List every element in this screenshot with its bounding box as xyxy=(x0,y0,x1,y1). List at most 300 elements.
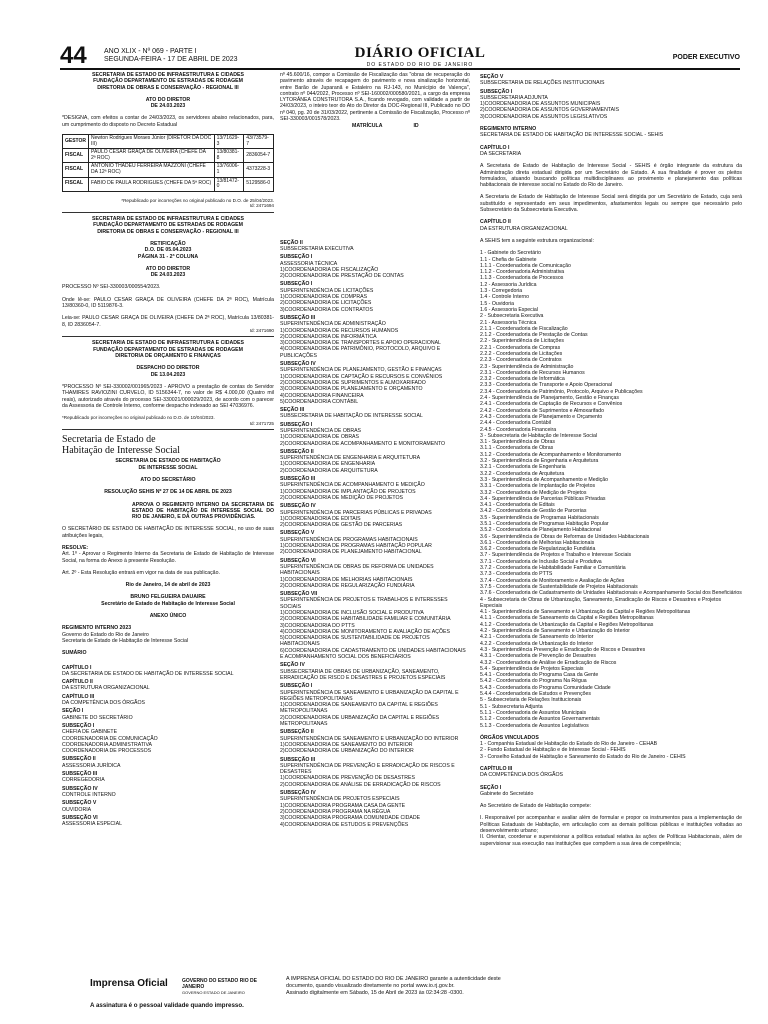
org-line: DIRETORIA DE OBRAS E CONSERVAÇÃO - REGIONAL III xyxy=(97,84,239,91)
list-item: 1)COORDENADORIA DE SANEAMENTO DA CAPITAL E REGIÕES METROPOLITANAS xyxy=(280,702,438,715)
list-item: 3 - Subsecretaria de Habitação de Interesse Social xyxy=(480,432,598,439)
list-item: SUBSEÇÃO V xyxy=(280,530,315,537)
list-item: SUPERINTENDÊNCIA DE OBRAS DE REFORMA DE UNIDADES HABITACIONAIS xyxy=(280,563,434,577)
regiment-line: Governo do Estado do Rio de Janeiro xyxy=(62,631,149,638)
paragraph: A SEHIS tem a seguinte estrutura organizacional: xyxy=(480,237,594,244)
table-cell: 13/76006-1 xyxy=(214,163,244,177)
masthead xyxy=(330,45,510,68)
list-item: 5.1.1 - Coordenadoria de Assuntos Municipais xyxy=(480,709,587,716)
list-item: 2)COORDENADORIA DE PRESTAÇÃO DE CONTAS xyxy=(280,273,404,280)
list-item: 5.1 - Subsecretaria Adjunta xyxy=(480,703,543,710)
linked-bodies-list xyxy=(480,741,742,760)
list-item: DA COMPETÊNCIA DOS ÓRGÃOS xyxy=(62,700,146,707)
list-item: 3.7.1 - Coordenadoria de Inclusão Social e Produtiva xyxy=(480,558,602,565)
authenticity-note xyxy=(286,976,606,997)
list-item: SUPERINTENDÊNCIA DE PREVENÇÃO E ERRADICAÇÃO DE RISCOS E DESASTRES xyxy=(280,762,455,776)
list-item: 1)COORDENADORIA DE PREVENÇÃO DE DESASTRES xyxy=(280,775,415,782)
retification-page: PÁGINA 31 - 2ª COLUNA xyxy=(137,253,199,260)
list-item: 3.6 - Superintendência de Obras de Reformas de Unidades Habitacionais xyxy=(480,533,650,540)
list-item: 2.2.3 - Coordenadoria de Contratos xyxy=(480,357,562,364)
list-item: 3.5.1 - Coordenadoria de Programas Habitação Popular xyxy=(480,521,609,527)
section-name: Gabinete do Secretário xyxy=(480,790,534,797)
where-reads: Onde lê-se: PAULO CESAR GRAÇA DE OLIVEIRA (CHEFE DA 2ª ROC), Matrícula 13/80360-0, ID 5119876-3. xyxy=(62,296,274,309)
list-item: 2.1.2 - Coordenadoria de Prestação de Contas xyxy=(480,332,588,339)
dispatch-date: DE 13.04.2023 xyxy=(150,371,186,378)
list-item: 2)COORDENADORIA DE LICITAÇÕES xyxy=(280,300,372,307)
list-item: 5.4 - Superintendência de Projetos Especiais xyxy=(480,665,584,672)
list-item: 3.6.2 - Coordenadoria de Regularização Fundiária xyxy=(480,546,596,553)
list-item: SUBSEÇÃO IV xyxy=(280,790,316,797)
list-item: CAPÍTULO II xyxy=(62,679,93,686)
gov-sub: GOVERNO ESTADO DE JANEIRO xyxy=(182,990,245,995)
org-structure-list xyxy=(480,250,742,729)
act-title: ATO DO DIRETOR xyxy=(145,265,191,272)
list-item: 3.2.1 - Coordenadoria de Engenharia xyxy=(480,464,566,471)
list-item: 2)COORDENADORIA DE REGULARIZAÇÃO FUNDIÁRIA xyxy=(280,582,415,589)
list-item: DA SECRETARIA DE ESTADO DE HABITAÇÃO DE INTERESSE SOCIAL xyxy=(62,670,234,677)
resolve-heading: RESOLVE: xyxy=(62,545,89,551)
org-line: DE INTERESSE SOCIAL xyxy=(138,464,198,471)
list-item: 1)COORDENADORIA DE ENGENHARIA xyxy=(280,461,376,468)
list-item: 5.1.2 - Coordenadoria de Assuntos Governamentais xyxy=(480,716,600,723)
list-item: 3)COORDENADORIA DE ASSUNTOS LEGISLATIVOS xyxy=(480,113,608,120)
government-logo xyxy=(182,978,272,996)
list-item: 2.4.2 - Coordenadoria de Suprimentos e Almoxarifado xyxy=(480,407,604,414)
paragraph: II. Orientar, coordenar e supervisionar a política estadual relativa às ações de Políticas Habitacionais, além de supervisionar sua execução nas instituições que compõem a sua área de competência; xyxy=(480,834,742,847)
list-item: 5)COORDENADORIA DE SUSTENTABILIDADE DE PROJETOS HABITACIONAIS xyxy=(280,635,430,648)
list-item: SUBSEÇÃO III xyxy=(280,314,316,321)
list-item: CAPÍTULO I xyxy=(62,664,92,671)
list-item: 3.7.5 - Coordenadoria de Sustentabilidade de Projetos Habitacionais xyxy=(480,583,638,590)
list-item: CAPÍTULO III xyxy=(62,693,95,700)
republished-note: *Republicado por incorreções no original publicado no D.O. de 10/04/2023. xyxy=(62,415,215,421)
signer-name: BRUNO FELGUEIRA DAUAIRE xyxy=(130,594,206,601)
resolution-title: RESOLUÇÃO SEHIS Nº 27 DE 14 DE ABRIL DE 2023 xyxy=(104,489,232,496)
regiment-line: Secretaria de Estado de Habitação de Interesse Social xyxy=(62,637,189,644)
list-item: 3.3.2 - Coordenadoria de Medição de Projetos xyxy=(480,489,587,496)
list-item: CORREGEDORIA xyxy=(62,777,105,784)
paragraph: A Secretaria de Estado de Habitação de Interesse Social será dirigida por um Secretário de Estado, cuja será substituído e representado em seus impedimentos, afastamentos legais ou sempre que necessário pelo Subsecretário da Subsecretaria Executiva. xyxy=(480,194,742,214)
dispatch-title: DESPACHO DO DIRETOR xyxy=(136,365,200,372)
list-item: 2.4.5 - Coordenadoria Financeira xyxy=(480,426,557,433)
act-date: DE 24.03.2023 xyxy=(150,272,186,279)
list-item: 2.4.3 - Coordenadoria de Planejamento e Orçamento xyxy=(480,413,603,420)
place-date: Rio de Janeiro, 14 de abril de 2023 xyxy=(125,582,211,589)
list-item: 4 - Subsecretaria de Obras de Urbanização, Saneamento, Erradicação de Riscos e Desastres e Projetos Especiais xyxy=(480,596,722,609)
list-item: SUPERINTENDÊNCIA DE PROJETOS E TRABALHOS E INTERESSES SOCIAIS xyxy=(280,597,448,610)
republished-note: *Republicado por incorreções no original publicado no D.O. de 25/04/2023. xyxy=(121,197,274,203)
list-item: 2.3.4 - Coordenadoria de Patrimônio, Protocolo, Arquivo e Publicações xyxy=(480,388,643,395)
list-item: 3.3 - Superintendência de Acompanhamento e Medição xyxy=(480,476,609,483)
list-item: SEÇÃO I xyxy=(62,708,84,715)
list-item: 4.1 - Superintendência de Saneamento e Urbanização da Capital e Regiões Metropolitanas xyxy=(480,609,691,616)
act-text: *DESIGNA, com efeitos a contar de 24/03/2023, os servidores abaixo relacionados, para, um cumprimento do disposto no Decreto Estadual xyxy=(62,115,274,128)
summary-list xyxy=(62,665,274,828)
footer-tagline: A assinatura é o pessoal validade quando impresso. xyxy=(90,1002,244,1009)
list-item: 2)COORDENADORIA DE URBANIZAÇÃO DA CAPITAL E REGIÕES METROPOLITANAS xyxy=(280,714,440,728)
commission-table xyxy=(62,134,274,192)
dispatch-text: *PROCESSO Nº SEI-330002/001965/2023 - APROVO a prestação de contas do Servidor THAMIRES RAVIOZINI CURVELO, ID 5156344-7, no valor de R$ 4.000,00 (Quatro mil reais), autorizado através do processo SEI-330021/000029/2023, de acordo com o parecer da Assessoria de Controle Interno, conforme despacho indexado ao SEI 47036976. xyxy=(62,383,274,409)
section-title: SEÇÃO I xyxy=(480,784,502,791)
list-item: 3.1.1 - Coordenadoria de Obras xyxy=(480,445,554,452)
list-item: 1.1.3 - Coordenadoria de Processos xyxy=(480,275,564,282)
org-line: SECRETARIA DE ESTADO DE HABITAÇÃO xyxy=(115,458,221,465)
table-row xyxy=(63,149,274,163)
list-item: 2.4.1 - Coordenadoria de Captação de Recursos e Convênios xyxy=(480,401,623,408)
list-item: SUPERINTENDÊNCIA DE PROJETOS ESPECIAIS xyxy=(280,796,400,803)
list-item: 2 - Fundo Estadual de Habitação e de Interesse Social - FEHIS xyxy=(480,747,626,754)
list-item: SEÇÃO II xyxy=(280,239,303,246)
list-item: SUBSEÇÃO IV xyxy=(280,361,316,368)
list-item: SUBSEÇÃO II xyxy=(280,729,314,736)
list-item: 1.4 - Controle Interno xyxy=(480,294,530,301)
chapter-name: DA ESTRUTURA ORGANIZACIONAL xyxy=(480,225,568,232)
summary-title: SUMÁRIO xyxy=(62,650,87,657)
table-cell: FISCAL xyxy=(63,149,89,163)
list-item: 3.2.2 - Coordenadoria de Arquitetura xyxy=(480,470,565,477)
list-item: 2.3.2 - Coordenadoria de Informática xyxy=(480,376,565,383)
doc-id: Id: 2471725 xyxy=(249,420,274,426)
list-item: 4.3.1 - Coordenadoria de Prevenção de Desastres xyxy=(480,653,596,660)
table-cell: ANTONIO THADEU FERREIRA MAZZONI (CHEFE DA 12ª ROC) xyxy=(89,163,215,177)
list-item: 3.7.4 - Coordenadoria de Monitoramento e Avaliação de Ações xyxy=(480,577,625,584)
list-item: 2.3.1 - Coordenadoria de Recursos Humanos xyxy=(480,369,585,376)
paragraph: A Secretaria de Estado de Habitação de Interesse Social - SEHIS é órgão integrante da estrutura da Administração direta estadual dirigida por um Secretário de Estado. A sua finalidade é prover os pleitos formulados, atuando buscando políticas multidisciplinares ao provimento e planejamento das políticas habitacionais de interesse social no Estado do Rio de Janeiro. xyxy=(480,163,742,189)
table-cell: 13/81472-0 xyxy=(214,177,244,191)
list-item: 1)COORDENADORIA PROGRAMA CASA DA GENTE xyxy=(280,802,406,809)
list-item: SUBSEÇÃO II xyxy=(62,756,96,763)
list-item: 2.1.1 - Coordenadoria de Fiscalização xyxy=(480,325,568,332)
list-item: COORDENADORIA ADMINISTRATIVA xyxy=(62,741,153,748)
list-item: 3 - Conselho Estadual de Habitação e Saneamento do Estado do Rio de Janeiro - CEHIS xyxy=(480,753,686,760)
list-item: SUPERINTENDÊNCIA DE PARCERIAS PÚBLICAS E PRIVADAS xyxy=(280,509,432,516)
edition-info xyxy=(104,48,238,64)
chapter-name: DA COMPETÊNCIA DOS ÓRGÃOS xyxy=(480,772,564,779)
th-matricula: MATRÍCULA xyxy=(352,123,383,130)
org-line: FUNDAÇÃO DEPARTAMENTO DE ESTRADAS DE RODAGEM xyxy=(93,78,243,85)
list-item: 3.4.2 - Coordenadoria de Gestão de Parcerias xyxy=(480,508,587,515)
list-item: 3)COORDENADORIA DE CONTRATOS xyxy=(280,306,373,313)
list-item: SEÇÃO III xyxy=(280,407,305,414)
list-item: 2.2.1 - Coordenadoria de Compras xyxy=(480,344,561,351)
section-label: PODER EXECUTIVO xyxy=(672,54,740,61)
table-cell: 2836054-7 xyxy=(244,149,274,163)
list-item: 2)COORDENADORIA DE INFORMÁTICA xyxy=(280,333,377,340)
regiment-title: REGIMENTO INTERNO 2023 xyxy=(62,625,132,632)
list-item: 2.3 - Superintendência de Administração xyxy=(480,363,574,370)
list-item: 2)COORDENADORIA DE ANÁLISE DE ERRADICAÇÃO DE RISCOS xyxy=(280,781,441,788)
list-item: 2)COORDENADORIA DE SUPRIMENTOS E ALMOXARIFADO xyxy=(280,379,426,386)
list-item: 1)COORDENADORIA DE IMPLANTAÇÃO DE PROJETOS xyxy=(280,488,416,495)
masthead-title: DIÁRIO OFICIAL xyxy=(354,45,486,61)
should-read: Leia-se: PAULO CESAR GRAÇA DE OLIVEIRA (CHEFE DA 2ª ROC), Matrícula 13/80381-8, ID 2836054-7. xyxy=(62,315,274,328)
continued-text: nº 45.600/16, compor a Comissão de Fiscalização das "obras de recuperação do pavimento através de recapagem do pavimento e nova sinalização horizontal, entre Barão de Juparanã e Estaleiro na RJ-143, no Município de Valença", contrato nº 044/2022, Processo nº SEI-160002/000580/2021, a cargo da empresa LYTORÂNEA CONSTRUTORA S.A., ficando revogado, com validade a partir de 24/03/2023, o inteiro teor do Ato do Diretor da DOC-Regional III, Publicado no DO nº 040, pg. 20 de 31/03/2022, pertinente a Comissão de Fiscalização, Processo nº SEI-330003/001578/2023. xyxy=(280,72,470,123)
act-title: ATO DO SECRETÁRIO xyxy=(140,476,196,483)
list-item: 3)COORDENADORIA DE PLANEJAMENTO E ORÇAMENTO xyxy=(280,386,423,393)
list-item: 4.3.2 - Coordenadoria de Análise de Erradicação de Riscos xyxy=(480,659,617,666)
column-3 xyxy=(480,72,742,847)
list-item: 4.2.1 - Coordenadoria de Saneamento do Interior xyxy=(480,634,594,641)
list-item: 1.5 - Ouvidoria xyxy=(480,300,515,307)
list-item: 5.4.2 - Coordenadoria do Programa Na Régua xyxy=(480,678,587,685)
regiment-subtitle: SECRETARIA DE ESTADO DE HABITAÇÃO DE INTERESSE SOCIAL - SEHIS xyxy=(480,132,664,139)
list-item: 6)COORDENADORIA DE CADASTRAMENTO DE UNIDADES HABITACIONAIS E ACOMPANHAMENTO SOCIAL DOS BENEFICIÁRIOS xyxy=(280,647,466,661)
imprensa-oficial-logo: Imprensa Oficial xyxy=(90,978,168,989)
list-item: 2)COORDENADORIA DE ARQUITETURA xyxy=(280,467,378,474)
th-id: ID xyxy=(413,123,419,130)
table-row xyxy=(63,163,274,177)
list-item: 4.1.1 - Coordenadoria de Saneamento da Capital e Regiões Metropolitanas xyxy=(480,615,654,622)
table-cell: GESTOR xyxy=(63,135,89,149)
list-item: 3)COORDENADORIA DE TRANSPORTES E APOIO OPERACIONAL xyxy=(280,340,441,347)
linked-bodies-title: ÓRGÃOS VINCULADOS xyxy=(480,734,539,741)
list-item: 4)COORDENADORIA DE ESTUDOS E PREVENÇÕES xyxy=(280,821,409,828)
list-item: SUBSECRETARIA DE OBRAS DE URBANIZAÇÃO, SANEAMENTO, ERRADICAÇÃO DE RISCO E DESASTRES E PROJETOS ESPECIAIS xyxy=(280,668,446,681)
list-item: OUVIDORIA xyxy=(62,806,92,813)
org-line: SECRETARIA DE ESTADO DE INFRAESTRUTURA E CIDADES xyxy=(92,340,244,347)
list-item: 2)COORDENADORIA DE ASSUNTOS GOVERNAMENTAIS xyxy=(480,107,620,114)
list-item: SUBSEÇÃO VII xyxy=(280,591,318,598)
list-item: 2.1 - Assessoria Técnica xyxy=(480,319,537,326)
list-item: 2)COORDENADORIA DE GESTÃO DE PARCERIAS xyxy=(280,522,403,529)
list-item: 5.1.3 - Coordenadoria de Assuntos Legislativos xyxy=(480,722,589,729)
table-cell: Newton Rodrigues Moraes Júnior (DIRETOR DA DOC III) xyxy=(89,135,215,149)
table-row xyxy=(63,177,274,191)
list-item: 1)COORDENADORIA DE PROGRAMAS HABITAÇÃO POPULAR xyxy=(280,543,432,550)
gov-brand: GOVERNO DO ESTADO RIO DE JANEIRO xyxy=(182,978,257,990)
list-item: 3.6.1 - Coordenadoria de Melhorias Habitacionais xyxy=(480,539,595,546)
list-item: 2)COORDENADORIA DE PLANEJAMENTO HABITACIONAL xyxy=(280,549,422,556)
list-item: 2.4 - Superintendência de Planejamento, Gestão e Finanças xyxy=(480,395,619,402)
list-item: SUBSECRETARIA DE RELAÇÕES INSTITUCIONAIS xyxy=(480,80,605,87)
table-cell: 5129586-0 xyxy=(244,177,274,191)
paragraph: I. Responsável por acompanhar e avaliar além de formular e propor os instrumentos para a implementação de Políticas Estaduais de Habitação, em articulação com as demais políticas públicas e instituições voltadas ao desenvolvimento urbano; xyxy=(480,815,742,835)
list-item: 4)COORDENADORIA FINANCEIRA xyxy=(280,392,364,399)
list-item: SUPERINTENDÊNCIA DE PROGRAMAS HABITACIONAIS xyxy=(280,536,418,543)
list-item: 4)COORDENADORIA DE PATRIMÔNIO, PROTOCOLO, ARQUIVO E PUBLICAÇÕES xyxy=(280,346,441,359)
structure-list xyxy=(480,74,742,120)
list-item: CONTROLE INTERNO xyxy=(62,791,116,798)
list-item: SUPERINTENDÊNCIA DE PLANEJAMENTO, GESTÃO E FINANÇAS xyxy=(280,367,442,374)
annex-title: ANEXO ÚNICO xyxy=(149,613,187,620)
signer-role: Secretário de Estado de Habitação de Interesse Social xyxy=(101,600,235,607)
list-item: SUPERINTENDÊNCIA DE SANEAMENTO E URBANIZAÇÃO DA CAPITAL E REGIÕES METROPOLITANAS xyxy=(280,689,459,702)
list-item: 3)COORDENADORIA DO PTTS xyxy=(280,622,355,629)
org-line: SECRETARIA DE ESTADO DE INFRAESTRUTURA E CIDADES xyxy=(92,72,244,78)
list-item: 2.4.4 - Coordenadoria Contábil xyxy=(480,420,551,427)
structure-list xyxy=(280,240,470,828)
list-item: 1)COORDENADORIA DE MELHORIAS HABITACIONAIS xyxy=(280,576,413,583)
list-item: 1)COORDENADORIA DE RECURSOS HUMANOS xyxy=(280,327,399,334)
list-item: SUBSECRETARIA DE HABITAÇÃO DE INTERESSE SOCIAL xyxy=(280,413,423,420)
article-1: Art. 1º - Aprovar o Regimento Interno da Secretaria de Estado de Habitação de Interesse Social, na forma do Anexo à presente Resolução. xyxy=(62,551,274,564)
list-item: 1)COORDENADORIA DE FISCALIZAÇÃO xyxy=(280,266,379,273)
list-item: SUBSEÇÃO II xyxy=(280,448,314,455)
list-item: SUBSEÇÃO VI xyxy=(62,814,98,821)
list-item: SUBSEÇÃO VI xyxy=(280,557,316,564)
list-item: COORDENADORIA DE COMUNICAÇÃO xyxy=(62,735,158,742)
list-item: SUBSEÇÃO I xyxy=(280,421,313,428)
auth-line: documento, quando visualizado diretamente no portal www.io.rj.gov.br. xyxy=(286,983,455,989)
list-item: 3.4.1 - Coordenadoria de Editais xyxy=(480,502,555,509)
list-item: SUBSEÇÃO IV xyxy=(62,785,98,792)
org-line: FUNDAÇÃO DEPARTAMENTO DE ESTRADAS DE RODAGEM xyxy=(93,222,243,229)
list-item: 4.2 - Superintendência de Saneamento e Urbanização do Interior xyxy=(480,628,630,635)
list-item: SUBSEÇÃO III xyxy=(62,771,98,778)
page-number: 44 xyxy=(60,42,87,69)
column-2 xyxy=(280,72,470,828)
list-item: 1)COORDENADORIA DE OBRAS xyxy=(280,434,359,441)
list-item: SUBSEÇÃO I xyxy=(62,722,95,729)
list-item: SUBSEÇÃO I xyxy=(280,254,313,261)
doc-id: Id: 2471690 xyxy=(249,327,274,333)
regiment-heading: REGIMENTO INTERNO xyxy=(480,126,537,133)
table-cell: PAULO CESAR GRAÇA DE OLIVEIRA (CHEFE DA 2ª ROC) xyxy=(89,149,215,163)
list-item: SUBSECRETARIA EXECUTIVA xyxy=(280,245,354,252)
page-header xyxy=(60,44,740,70)
list-item: 2.2.2 - Coordenadoria de Licitações xyxy=(480,350,563,357)
list-item: 1.1.1 - Coordenadoria de Comunicação xyxy=(480,262,571,269)
table-cell: FABIO DE PAULA RODRIGUES (CHEFE DA 5ª ROC) xyxy=(89,177,215,191)
list-item: SUPERINTENDÊNCIA DE OBRAS xyxy=(280,427,361,434)
list-item: 1 - Companhia Estadual de Habitação do Estado do Rio de Janeiro - CEHAB xyxy=(480,741,658,748)
list-item: SUPERINTENDÊNCIA DE LICITAÇÕES xyxy=(280,287,374,294)
list-item: SEÇÃO IV xyxy=(280,662,305,669)
list-item: 5.4.1 - Coordenadoria do Programa Casa da Gente xyxy=(480,672,599,679)
list-item: DA ESTRUTURA ORGANIZACIONAL xyxy=(62,685,150,692)
list-item: GABINETE DO SECRETÁRIO xyxy=(62,714,133,721)
date-line: SEGUNDA-FEIRA - 17 DE ABRIL DE 2023 xyxy=(104,56,238,63)
list-item: 1.1.2 - Coordenadoria Administrativa xyxy=(480,269,565,276)
chapter-name: DA SECRETARIA xyxy=(480,150,522,157)
list-item: 3.7.6 - Coordenadoria de Cadastramento de Unidades Habitacionais e Acompanhamento Social dos Beneficiários xyxy=(480,590,742,597)
list-item: 2 - Subsecretaria Executiva xyxy=(480,313,544,320)
process-number: PROCESSO Nº SEI-330003/000554/2023. xyxy=(62,284,161,291)
list-item: 2)COORDENADORIA PROGRAMA NA RÉGUA xyxy=(280,808,391,815)
page-footer xyxy=(90,976,750,1016)
list-item: 1)COORDENADORIA DE COMPRAS xyxy=(280,294,368,301)
list-item: 3.7.2 - Coordenadoria de Habitabilidade Familiar e Comunitária xyxy=(480,565,626,572)
act-title: ATO DO DIRETOR xyxy=(145,96,191,103)
list-item: 3.3.1 - Coordenadoria de Implantação de Projetos xyxy=(480,483,596,490)
table-cell: 4373228-3 xyxy=(244,163,274,177)
list-item: SUBSEÇÃO V xyxy=(62,800,97,807)
list-item: 1)COORDENADORIA DE EDITAIS xyxy=(280,515,361,522)
list-item: SUBSEÇÃO III xyxy=(280,476,316,483)
list-item: 3.1.2 - Coordenadoria de Acompanhamento e Monitoramento xyxy=(480,451,622,458)
list-item: 3)COORDENADORIA PROGRAMA COMUNIDADE CIDADE xyxy=(280,815,421,822)
retification-title: RETIFICAÇÃO xyxy=(150,240,186,247)
list-item: SUBSEÇÃO I xyxy=(480,88,513,95)
list-item: 1.2 - Assessoria Jurídica xyxy=(480,281,537,288)
edition-line: ANO XLIX - Nº 069 - PARTE I xyxy=(104,48,197,55)
list-item: 3.5.2 - Coordenadoria de Planejamento Habitacional xyxy=(480,527,601,534)
chapter-title: CAPÍTULO III xyxy=(480,765,513,772)
table-cell: FISCAL xyxy=(63,177,89,191)
list-item: 1)COORDENADORIA DE CAPTAÇÃO E RECURSOS E CONVÊNIOS xyxy=(280,373,443,380)
list-item: 2)COORDENADORIA DE HABITABILIDADE FAMILIAR E COMUNITÁRIA xyxy=(280,616,451,623)
table-cell: 43/73579-7 xyxy=(244,135,274,149)
list-item: SUPERINTENDÊNCIA DE SANEAMENTO E URBANIZAÇÃO DO INTERIOR xyxy=(280,735,459,742)
list-item: 4.2.2 - Coordenadoria de Urbanização do Interior xyxy=(480,640,594,647)
list-item: 2)COORDENADORIA DE MEDIÇÃO DE PROJETOS xyxy=(280,494,403,501)
list-item: 1.1 - Chefia de Gabinete xyxy=(480,256,537,263)
resolution-summary: APROVA O REGIMENTO INTERNO DA SECRETARIA DE ESTADO DE HABITAÇÃO DE INTERESSE SOCIAL DO RIO DE JANEIRO, E DÁ OUTRAS PROVIDÊNCIAS. xyxy=(132,501,274,521)
list-item: SUBSEÇÃO I xyxy=(280,683,313,690)
list-item: 2.3.3 - Coordenadoria de Transporte e Apoio Operacional xyxy=(480,382,613,389)
retification-do: D.O. DE 05.04.2023 xyxy=(144,247,192,254)
list-item: 1 - Gabinete do Secretário xyxy=(480,250,541,257)
list-item: ASSESSORIA JURÍDICA xyxy=(62,762,121,769)
list-item: 5.4.3 - Coordenadoria do Programa Comunidade Cidade xyxy=(480,684,611,691)
table-cell: FISCAL xyxy=(63,163,89,177)
list-item: 3.2 - Superintendência de Engenharia e Arquitetura xyxy=(480,458,599,465)
list-item: SUBSEÇÃO IV xyxy=(280,503,316,510)
masthead-subtitle: DO ESTADO DO RIO DE JANEIRO xyxy=(366,62,474,68)
org-line: SECRETARIA DE ESTADO DE INFRAESTRUTURA E CIDADES xyxy=(92,216,244,223)
list-item: 1)COORDENADORIA DE SANEAMENTO DO INTERIOR xyxy=(280,741,413,748)
list-item: 4.3 - Superintendência Prevenção e Erradicação de Riscos e Desastres xyxy=(480,646,646,653)
org-line: FUNDAÇÃO DEPARTAMENTO DE ESTRADAS DE RODAGEM xyxy=(93,346,243,353)
list-item: 5.4.4 - Coordenadoria de Estudos e Prevenções xyxy=(480,691,592,698)
list-item: 4.1.2 - Coordenadoria de Urbanização da Capital e Regiões Metropolitanas xyxy=(480,621,654,628)
list-item: ASSESSORIA ESPECIAL xyxy=(62,821,122,828)
list-item: COORDENADORIA DE PROCESSOS xyxy=(62,748,152,755)
list-item: 3.7 - Superintendência de Projetos e Trabalho e Interesse Sociais xyxy=(480,552,632,559)
auth-line: A IMPRENSA OFICIAL DO ESTADO DO RIO DE JANEIRO garante a autenticidade deste xyxy=(286,976,501,982)
list-item: SUBSECRETARIA ADJUNTA xyxy=(480,94,548,101)
list-item: 3.4 - Superintendência de Parcerias Públicas Privadas xyxy=(480,495,606,502)
org-line: DIRETORIA DE ORÇAMENTO E FINANÇAS xyxy=(115,353,221,360)
list-item: 2)COORDENADORIA DE ACOMPANHAMENTO E MONITORAMENTO xyxy=(280,440,446,447)
sehis-logo xyxy=(62,434,274,456)
list-item: SUPERINTENDÊNCIA DE ADMINISTRAÇÃO xyxy=(280,321,386,328)
list-item: 2)COORDENADORIA DE URBANIZAÇÃO DO INTERIOR xyxy=(280,748,414,755)
list-item: SEÇÃO V xyxy=(480,74,504,80)
table-cell: 13/71629-3 xyxy=(214,135,244,149)
list-item: SUPERINTENDÊNCIA DE ENGENHARIA E ARQUITETURA xyxy=(280,455,421,462)
article-2: Art. 2º - Esta Resolução entrará em vigor na data de sua publicação. xyxy=(62,569,220,576)
list-item: 1.3 - Corregedoria xyxy=(480,288,523,295)
list-item: 1.6 - Assessoria Especial xyxy=(480,306,538,313)
list-item: 4)COORDENADORIA DE MONITORAMENTO E AVALIAÇÃO DE AÇÕES xyxy=(280,628,450,635)
list-item: SUPERINTENDÊNCIA DE ACOMPANHAMENTO E MEDIÇÃO xyxy=(280,482,425,489)
logo-line: Habitação de Interesse Social xyxy=(62,445,181,457)
list-item: 2.2 - Superintendência de Licitações xyxy=(480,338,564,345)
table-row xyxy=(63,135,274,149)
list-item: 5 - Subsecretaria de Relações Institucionais xyxy=(480,697,582,704)
table-cell: 13/80381-8 xyxy=(214,149,244,163)
doc-id: Id: 2471694 xyxy=(249,203,274,209)
org-line: DIRETORIA DE OBRAS E CONSERVAÇÃO - REGIONAL III xyxy=(97,228,239,235)
list-item: 5)COORDENADORIA CONTÁBIL xyxy=(280,398,359,405)
paragraph: Ao Secretário de Estado de Habitação compete: xyxy=(480,803,592,810)
logo-line: Secretaria de Estado de xyxy=(62,434,156,446)
chapter-title: CAPÍTULO II xyxy=(480,219,511,226)
list-item: SUBSEÇÃO I xyxy=(280,281,313,288)
chapter-title: CAPÍTULO I xyxy=(480,144,510,151)
list-item: ASSESSORIA TÉCNICA xyxy=(280,260,338,267)
list-item: SUBSEÇÃO III xyxy=(280,756,316,763)
auth-line: Assinado digitalmente em Sábado, 15 de Abril de 2023 às 02:34:28 -0300. xyxy=(286,990,464,996)
list-item: 3.5 - Superintendência de Programas Habitacionais xyxy=(480,514,599,521)
act-date: DE 24.03.2023 xyxy=(150,103,186,110)
list-item: 1)COORDENADORIA DE ASSUNTOS MUNICIPAIS xyxy=(480,101,601,108)
secretary-preamble: O SECRETÁRIO DE ESTADO DE HABITAÇÃO DE INTERESSE SOCIAL, no uso de suas atribuições legais, xyxy=(62,526,274,539)
column-1 xyxy=(62,72,274,827)
list-item: CHEFIA DE GABINETE xyxy=(62,729,118,736)
list-item: 1)COORDENADORIA DE INCLUSÃO SOCIAL E PRODUTIVA xyxy=(280,610,424,616)
